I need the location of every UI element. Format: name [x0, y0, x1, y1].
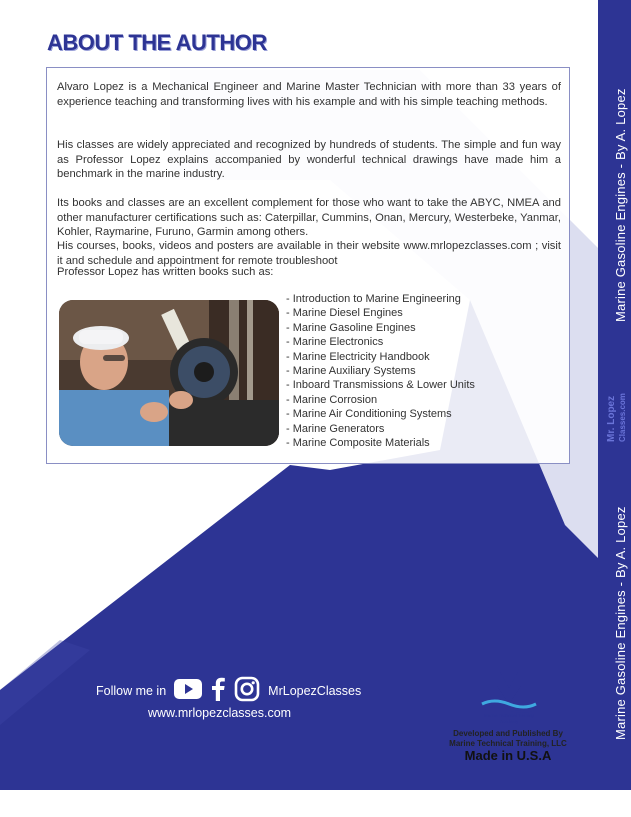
- list-item: - Marine Electronics: [286, 336, 384, 349]
- bottom-margin: [0, 790, 631, 817]
- spine-logo-text-2: Classes.com: [618, 393, 627, 442]
- author-content-box: [46, 67, 570, 464]
- page-title: ABOUT THE AUTHOR: [47, 30, 267, 55]
- publisher-info: [440, 729, 576, 749]
- publisher-logo-text-2: Academy: [499, 719, 519, 724]
- instagram-icon[interactable]: [234, 676, 260, 705]
- bio-paragraph-1: Alvaro Lopez is a Mechanical Engineer and Marine Master Technician with more than 33 years of experience teaching and transforming lives with his example and with his simple teaching methods.: [57, 81, 561, 108]
- publisher-logo-text-1: Marine Technical Training: [484, 713, 534, 718]
- made-in-label: Made in U.S.A: [464, 748, 552, 763]
- social-handle[interactable]: MrLopezClasses: [268, 683, 362, 698]
- bio-paragraph-2: His classes are widely appreciated and recognized by hundreds of students. The simple and fun way as Professor Lopez explains accompanied by wonderful technical drawings have made him a benchmark in the marine industry.: [57, 139, 561, 180]
- social-follow-row: [96, 676, 361, 705]
- list-item: - Marine Generators: [286, 422, 385, 435]
- books-list: [286, 292, 475, 450]
- bio-paragraph-3: Its books and classes are an excellent complement for those who want to take the ABYC, NMEA and other manufacturer certifications such as: Caterpillar, Cummins, Onan, Mercury, Westerbeke, Yanmar, Kohler, Raymarine, Furuno, Garmin among others.: [57, 197, 561, 238]
- list-item: - Inboard Transmissions & Lower Units: [286, 379, 475, 392]
- follow-label: Follow me in: [96, 683, 167, 698]
- list-item: - Marine Electricity Handbook: [286, 350, 430, 363]
- youtube-icon[interactable]: [174, 679, 202, 702]
- author-photo: [59, 300, 279, 446]
- list-item: - Marine Auxiliary Systems: [286, 365, 416, 378]
- list-item: - Marine Air Conditioning Systems: [286, 408, 452, 421]
- spine-title-bottom: Marine Gasoline Engines - By A. Lopez: [613, 506, 628, 740]
- list-item: - Marine Diesel Engines: [286, 307, 403, 320]
- list-item: - Introduction to Marine Engineering: [286, 293, 461, 305]
- spine-logo: [606, 382, 628, 444]
- website-link[interactable]: www.mrlopezclasses.com: [148, 706, 292, 720]
- bio-paragraph-5: Professor Lopez has written books such as:: [57, 266, 274, 278]
- spine-logo-text-1: Mr. Lopez: [606, 395, 617, 442]
- spine-title-top: Marine Gasoline Engines - By A. Lopez: [613, 88, 628, 322]
- facebook-icon[interactable]: [210, 677, 226, 704]
- developed-line-2: Marine Technical Training, LLC: [449, 739, 567, 748]
- bio-paragraph-4: His courses, books, videos and posters are available in their website www.mrlopezclasses.com ; visit it and schedule and appointment for remote troubleshoot: [57, 240, 561, 267]
- list-item: - Marine Composite Materials: [286, 437, 430, 450]
- developed-line-1: Developed and Published By: [453, 729, 563, 738]
- publisher-logo: [474, 656, 544, 726]
- list-item: - Marine Gasoline Engines: [286, 321, 416, 334]
- list-item: - Marine Corrosion: [286, 393, 378, 406]
